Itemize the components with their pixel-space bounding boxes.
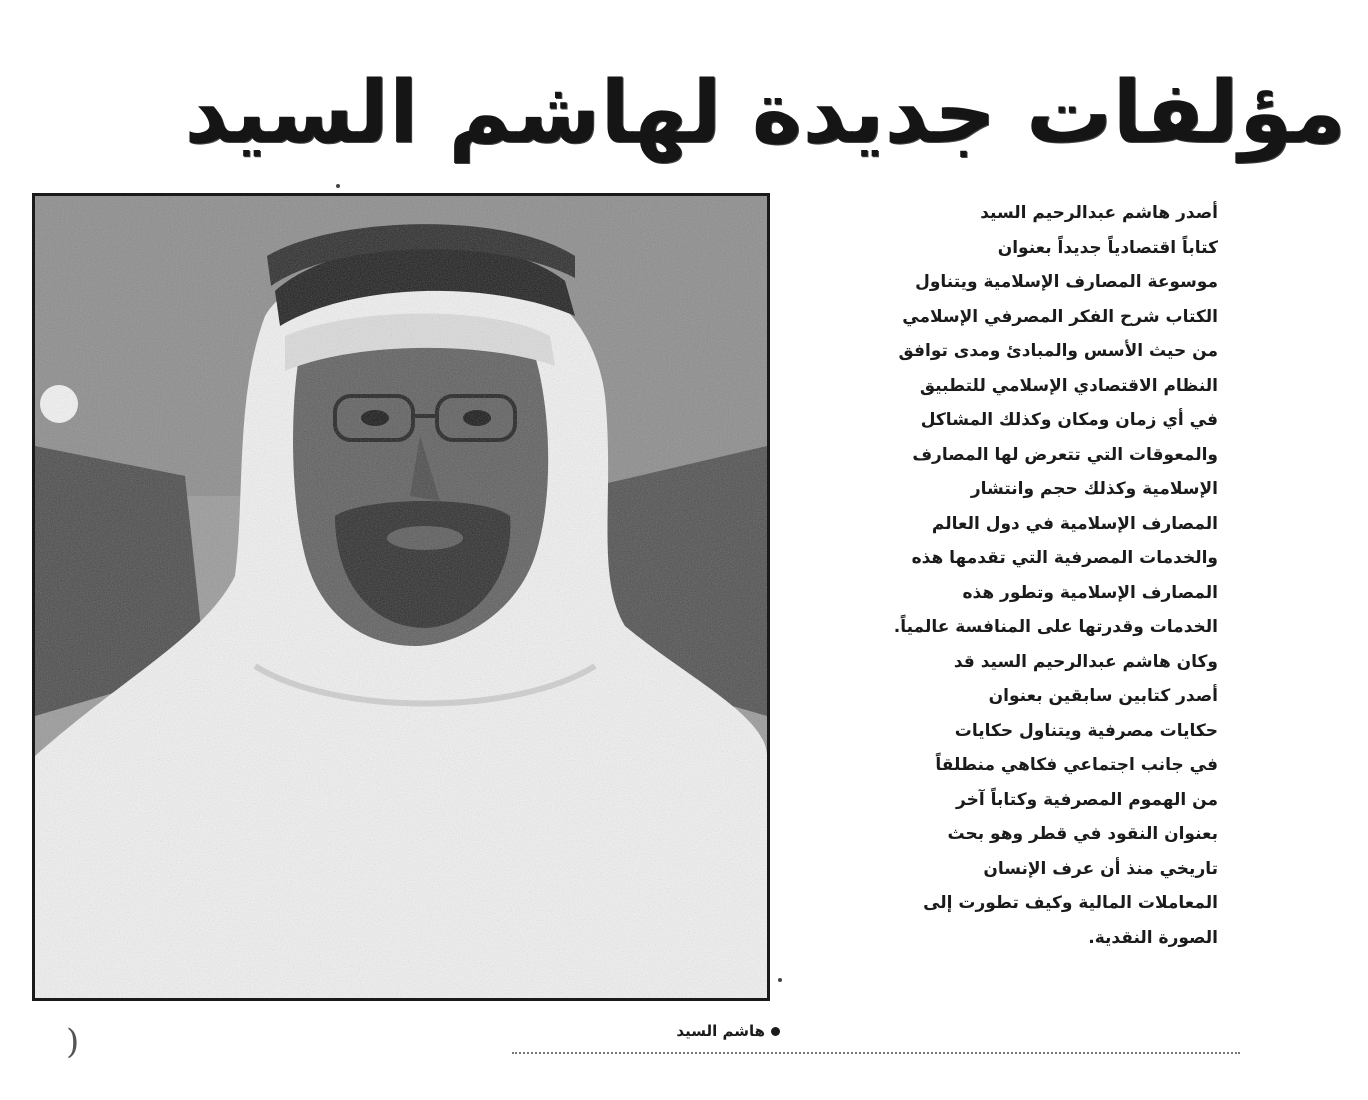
article-line: تاريخي منذ أن عرف الإنسان [983, 858, 1218, 879]
scan-speck [336, 184, 340, 188]
scan-margin-mark: ) [66, 1022, 80, 1062]
photo-caption [600, 1016, 780, 1046]
photo-caption-text: هاشم السيد [676, 1022, 765, 1040]
article-body [806, 196, 1218, 1036]
article-line: بعنوان النقود في قطر وهو بحث [947, 824, 1218, 844]
article-line: أصدر كتابين سابقين بعنوان [988, 686, 1218, 706]
article-line: المصارف الإسلامية وتطور هذه [962, 582, 1218, 603]
article-line: حكايات مصرفية ويتناول حكايات [954, 720, 1218, 741]
article-line: كتاباً اقتصادياً جديداً بعنوان [997, 237, 1218, 258]
bullet-icon [771, 1027, 780, 1036]
article-line: وكان هاشم عبدالرحيم السيد قد [953, 651, 1218, 672]
article-line: المصارف الإسلامية في دول العالم [931, 513, 1218, 534]
article-line: من حيث الأسس والمبادئ ومدى توافق [898, 341, 1218, 361]
article-line: في جانب اجتماعي فكاهي منطلقاً [935, 755, 1218, 775]
article-line: موسوعة المصارف الإسلامية ويتناول [915, 272, 1218, 292]
article-line: في أي زمان ومكان وكذلك المشاكل [920, 410, 1218, 430]
article-line: النظام الاقتصادي الإسلامي للتطبيق [919, 375, 1218, 396]
article-line: الإسلامية وكذلك حجم وانتشار [970, 479, 1218, 499]
scan-speck [778, 978, 782, 982]
headline: مؤلفات جديدة لهاشم السيد [184, 63, 1346, 163]
article-line: أصدر هاشم عبدالرحيم السيد [980, 203, 1218, 223]
bottom-divider [512, 1052, 1240, 1054]
article-line: الصورة النقدية. [1088, 927, 1218, 948]
article-line: والمعوقات التي تتعرض لها المصارف [912, 444, 1218, 465]
article-line: المعاملات المالية وكيف تطورت إلى [923, 893, 1218, 913]
article-line: من الهموم المصرفية وكتاباً آخر [956, 789, 1218, 810]
article-line: الخدمات وقدرتها على المنافسة عالمياً. [893, 617, 1218, 637]
portrait-photo [32, 193, 770, 1001]
article-line: الكتاب شرح الفكر المصرفي الإسلامي [902, 306, 1218, 327]
article-line: والخدمات المصرفية التي تقدمها هذه [911, 548, 1218, 568]
